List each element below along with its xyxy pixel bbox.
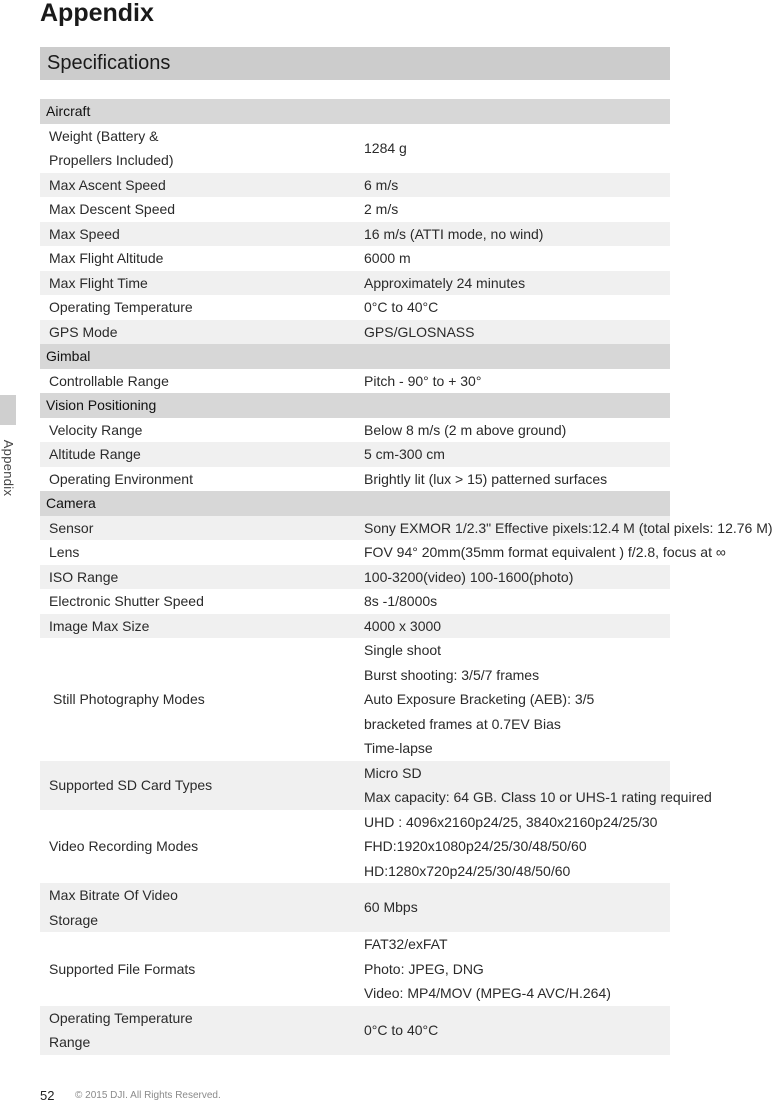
- spec-value-line: Micro SD: [364, 764, 422, 781]
- spec-label-line: Propellers Included): [49, 152, 174, 168]
- spec-label-line: Altitude Range: [49, 446, 141, 462]
- spec-label: [40, 124, 355, 173]
- spec-label-line: Max Flight Time: [49, 274, 148, 291]
- spec-label: [40, 883, 355, 932]
- spec-label: [40, 197, 355, 222]
- spec-row: [40, 271, 670, 296]
- spec-label-line: Supported File Formats: [49, 960, 196, 977]
- spec-value-line: Burst shooting: 3/5/7 frames: [364, 666, 540, 683]
- spec-label: [40, 173, 355, 198]
- spec-label-line: Storage: [49, 911, 99, 928]
- spec-value-line: FHD:1920x1080p24/25/30/48/50/60: [364, 838, 587, 854]
- spec-value: [355, 589, 670, 614]
- spec-label: [40, 810, 355, 884]
- spec-label-line: Controllable Range: [49, 372, 169, 389]
- spec-value-line: FOV 94° 20mm(35mm format equivalent ) f/2.8, focus at ∞: [364, 544, 726, 560]
- spec-label-line: Image Max Size: [49, 617, 150, 634]
- spec-group-header: [40, 491, 670, 516]
- spec-row: [40, 540, 670, 565]
- spec-label: [40, 516, 355, 541]
- spec-row: [40, 246, 670, 271]
- spec-row: [40, 883, 670, 932]
- spec-label: [40, 638, 355, 761]
- spec-row: [40, 173, 670, 198]
- spec-label-line: Weight (Battery &: [49, 127, 159, 144]
- spec-row: [40, 565, 670, 590]
- spec-value-line: Sony EXMOR 1/2.3" Effective pixels:12.4 M (total pixels: 12.76 M): [364, 519, 773, 536]
- spec-value: [355, 614, 670, 639]
- spec-row: [40, 295, 670, 320]
- spec-label-line: Max Speed: [49, 225, 120, 242]
- spec-value: [355, 197, 670, 222]
- specifications-table-body: [40, 99, 773, 1055]
- spec-row: [40, 197, 670, 222]
- spec-value: [355, 810, 670, 884]
- spec-row: [40, 320, 670, 345]
- spec-label: [40, 246, 355, 271]
- spec-value-line: 8s -1/8000s: [364, 593, 438, 609]
- side-section-label: Appendix: [1, 439, 16, 497]
- spec-label: [40, 614, 355, 639]
- spec-row: [40, 222, 670, 247]
- spec-value-line: 0°C to 40°C: [364, 1021, 439, 1038]
- spec-label-line: Still Photography Modes: [53, 691, 205, 707]
- spec-value-line: Below 8 m/s (2 m above ground): [364, 421, 567, 438]
- spec-row: [40, 467, 670, 492]
- spec-value-line: UHD : 4096x2160p24/25, 3840x2160p24/25/30: [364, 813, 658, 830]
- spec-value-line: 1284 g: [364, 139, 407, 156]
- spec-value-line: GPS/GLOSNASS: [364, 323, 475, 340]
- spec-value: [355, 442, 670, 467]
- spec-row: [40, 810, 670, 884]
- spec-group-header: [40, 393, 670, 418]
- spec-group-header: [40, 99, 670, 124]
- spec-value-line: Photo: JPEG, DNG: [364, 960, 484, 977]
- spec-value-line: Pitch - 90° to + 30°: [364, 372, 482, 389]
- spec-label-line: Max Ascent Speed: [49, 176, 166, 193]
- spec-value: [355, 638, 670, 761]
- spec-label-line: Operating Environment: [49, 470, 193, 487]
- spec-label: [40, 418, 355, 443]
- spec-label: [40, 540, 355, 565]
- spec-value: [355, 369, 670, 394]
- spec-row: [40, 124, 670, 173]
- spec-row: [40, 516, 670, 541]
- spec-value: [355, 1006, 670, 1055]
- spec-row: [40, 1006, 670, 1055]
- spec-label-line: Velocity Range: [49, 421, 143, 438]
- spec-label-line: Range: [49, 1034, 91, 1050]
- spec-label: [40, 761, 355, 810]
- spec-value: [355, 761, 712, 810]
- spec-value: [355, 124, 670, 173]
- spec-group-title: Gimbal: [40, 344, 670, 369]
- spec-value-line: bracketed frames at 0.7EV Bias: [364, 715, 561, 732]
- spec-value: [355, 320, 670, 345]
- spec-value-line: 6000 m: [364, 250, 411, 266]
- spec-label: [40, 442, 355, 467]
- page-number: 52: [40, 1088, 55, 1103]
- spec-row: [40, 418, 670, 443]
- spec-label: [40, 222, 355, 247]
- spec-value: [355, 565, 670, 590]
- spec-label: [40, 1006, 355, 1055]
- spec-label-line: Lens: [49, 544, 80, 560]
- spec-value-line: 0°C to 40°C: [364, 299, 439, 315]
- spec-row: [40, 761, 670, 810]
- spec-row: [40, 614, 670, 639]
- section-banner: [40, 47, 670, 80]
- spec-value-line: 16 m/s (ATTI mode, no wind): [364, 225, 544, 242]
- copyright-notice: © 2015 DJI. All Rights Reserved.: [75, 1090, 221, 1101]
- spec-label-line: Max Bitrate Of Video: [49, 887, 178, 903]
- spec-group-title: Vision Positioning: [40, 393, 670, 418]
- spec-value: [355, 222, 670, 247]
- spec-label-line: Operating Temperature: [49, 1009, 193, 1026]
- spec-value-line: FAT32/exFAT: [364, 936, 448, 952]
- spec-value-line: 60 Mbps: [364, 899, 418, 916]
- spec-value: [355, 418, 670, 443]
- spec-label: [40, 565, 355, 590]
- spec-value-line: Single shoot: [364, 642, 442, 658]
- spec-value: [355, 246, 670, 271]
- spec-label: [40, 295, 355, 320]
- spec-label-line: ISO Range: [49, 568, 119, 585]
- spec-label: [40, 932, 355, 1006]
- page-title: Appendix: [40, 0, 154, 27]
- spec-group-header: [40, 344, 670, 369]
- specifications-table: [40, 99, 773, 1055]
- spec-group-title: Aircraft: [40, 99, 670, 124]
- spec-value-line: 100-3200(video) 100-1600(photo): [364, 568, 574, 585]
- spec-value-line: Max capacity: 64 GB. Class 10 or UHS-1 rating required: [364, 789, 712, 805]
- spec-group-title: Camera: [40, 491, 670, 516]
- spec-label: [40, 589, 355, 614]
- spec-value-line: 6 m/s: [364, 176, 399, 193]
- spec-value-line: 4000 x 3000: [364, 617, 442, 634]
- spec-value-line: Video: MP4/MOV (MPEG-4 AVC/H.264): [364, 985, 611, 1001]
- spec-value: [355, 883, 670, 932]
- spec-label: [40, 271, 355, 296]
- side-tab-marker: [0, 395, 16, 425]
- spec-value-line: Time-lapse: [364, 740, 433, 756]
- spec-row: [40, 638, 670, 761]
- spec-value: [355, 540, 726, 565]
- spec-label-line: Supported SD Card Types: [49, 776, 213, 793]
- spec-label-line: Sensor: [49, 519, 94, 536]
- spec-label-line: Max Flight Altitude: [49, 250, 164, 266]
- spec-row: [40, 932, 670, 1006]
- spec-label: [40, 467, 355, 492]
- spec-row: [40, 442, 670, 467]
- spec-value: [355, 271, 670, 296]
- spec-label-line: Electronic Shutter Speed: [49, 593, 204, 609]
- spec-value: [355, 467, 670, 492]
- spec-label-line: GPS Mode: [49, 323, 118, 340]
- spec-value-line: HD:1280x720p24/25/30/48/50/60: [364, 862, 571, 879]
- spec-value-line: Approximately 24 minutes: [364, 274, 526, 291]
- section-title: Specifications: [47, 52, 171, 74]
- spec-value-line: 5 cm-300 cm: [364, 446, 445, 462]
- spec-label-line: Video Recording Modes: [49, 838, 199, 854]
- spec-row: [40, 589, 670, 614]
- spec-label: [40, 369, 355, 394]
- spec-value-line: Brightly lit (lux > 15) patterned surfaces: [364, 470, 608, 487]
- spec-value: [355, 173, 670, 198]
- spec-label: [40, 320, 355, 345]
- spec-value-line: 2 m/s: [364, 201, 399, 217]
- spec-label-line: Max Descent Speed: [49, 201, 176, 217]
- spec-row: [40, 369, 670, 394]
- spec-value-line: Auto Exposure Bracketing (AEB): 3/5: [364, 691, 595, 707]
- spec-value: [355, 516, 773, 541]
- spec-value: [355, 932, 670, 1006]
- spec-label-line: Operating Temperature: [49, 299, 193, 315]
- spec-value: [355, 295, 670, 320]
